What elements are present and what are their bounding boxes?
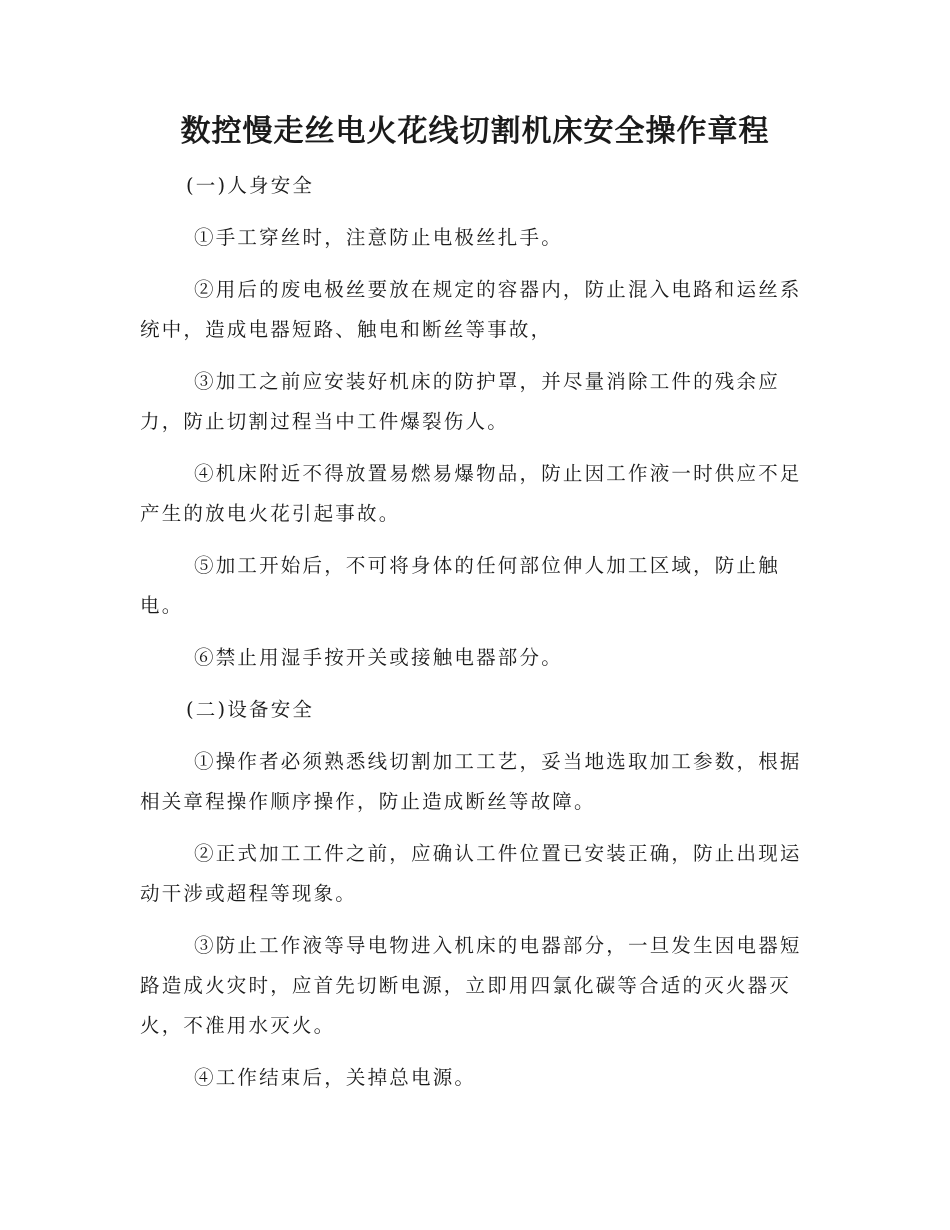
list-item: ④机床附近不得放置易燃易爆物品，防止因工作液一时供应不足产生的放电火花引起事故。: [140, 462, 802, 525]
section-personal-safety: [140, 166, 812, 678]
list-item: ⑤加工开始后，不可将身体的任何部位伸人加工区域，防止触电。: [140, 554, 780, 617]
list-item: ①操作者必须熟悉线切割加工工艺，妥当地选取加工参数，根据相关章程操作顺序操作，防止造成断丝等故障。: [140, 750, 802, 813]
list-item: ⑥禁止用湿手按开关或接触电器部分。: [194, 646, 563, 669]
list-item: ②正式加工工件之前，应确认工件位置已安装正确，防止出现运动干涉或超程等现象。: [140, 842, 802, 905]
list-item: ①手工穿丝时，注意防止电极丝扎手。: [194, 226, 563, 249]
document-title: 数控慢走丝电火花线切割机床安全操作章程: [180, 114, 770, 149]
list-item: ③加工之前应安装好机床的防护罩，并尽量消除工件的残余应力，防止切割过程当中工件爆裂伤人。: [140, 370, 780, 433]
section-heading: (二)设备安全: [186, 698, 315, 721]
list-item: ④工作结束后，关掉总电源。: [194, 1066, 477, 1089]
section-equipment-safety: [140, 690, 812, 1098]
section-heading: (一)人身安全: [186, 174, 315, 197]
list-item: ②用后的废电极丝要放在规定的容器内，防止混入电路和运丝系统中，造成电器短路、触电和断丝等事故，: [140, 278, 802, 341]
document-body: [140, 166, 812, 1110]
list-item: ③防止工作液等导电物进入机床的电器部分，一旦发生因电器短路造成火灾时，应首先切断电源，立即用四氯化碳等合适的灭火器灭火，不准用水灭火。: [140, 934, 802, 1037]
